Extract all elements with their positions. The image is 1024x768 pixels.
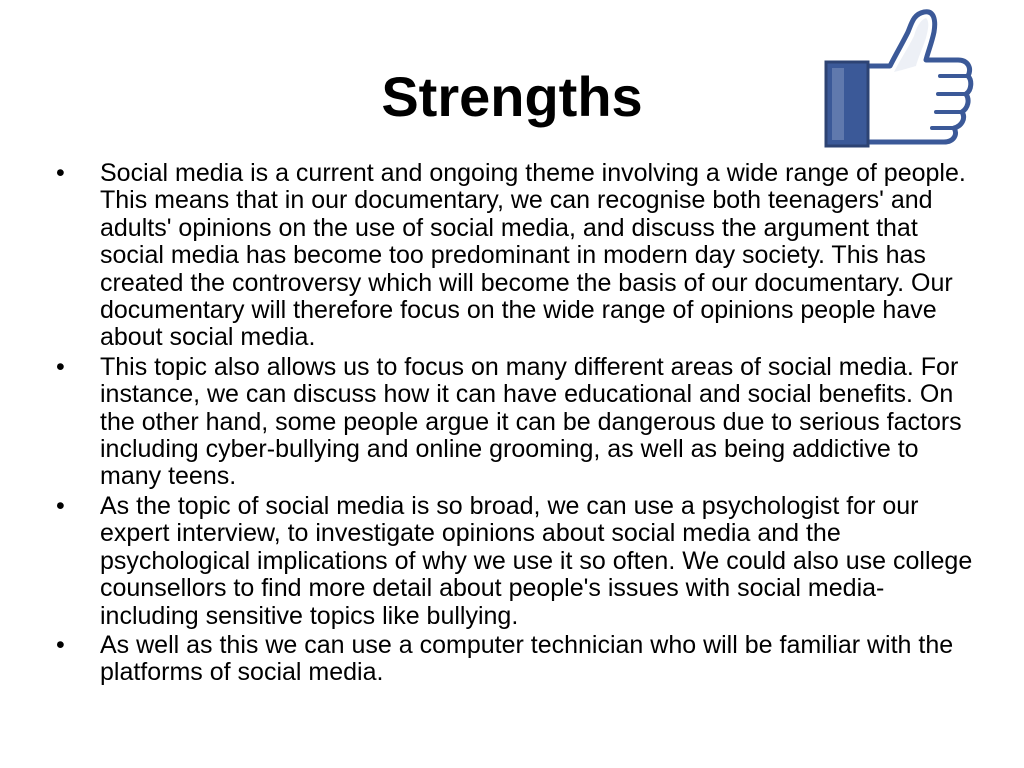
bullet-item <box>56 493 976 630</box>
bullet-text: This topic also allows us to focus on many different areas of social media. For instance, we can discuss how it can have educational and social benefits. On the other hand, some people argue it can be dangerous due to serious factors including cyber-bullying and online grooming, as well as being addictive to many teens. <box>100 352 962 491</box>
bullet-text: As well as this we can use a computer technician who will be familiar with the platforms of social media. <box>100 630 954 687</box>
bullet-marker: • <box>56 159 65 187</box>
bullet-text: Social media is a current and ongoing theme involving a wide range of people. This means that in our documentary, we can recognise both teenagers' and adults' opinions on the use of social media, and discuss the argument that social media has become too predominant in modern day society. This has created the controversy which will become the basis of our documentary. Our documentary will therefore focus on the wide range of opinions people have about social media. <box>100 159 966 352</box>
bullet-list <box>56 160 976 689</box>
bullet-marker: • <box>56 630 65 659</box>
slide-title: Strengths <box>381 65 643 128</box>
bullet-item <box>56 160 976 352</box>
bullet-marker: • <box>56 352 65 381</box>
bullet-marker: • <box>56 491 65 520</box>
bullet-item <box>56 354 976 491</box>
thumbs-up-icon <box>822 8 974 148</box>
bullet-text: As the topic of social media is so broad, we can use a psychologist for our expert interview, to investigate opinions about social media and the psychological implications of why we use it so often. We could also use college counsellors to find more detail about people's issues with social media- including sensitive topics like bullying. <box>100 491 973 630</box>
bullet-item <box>56 632 976 687</box>
